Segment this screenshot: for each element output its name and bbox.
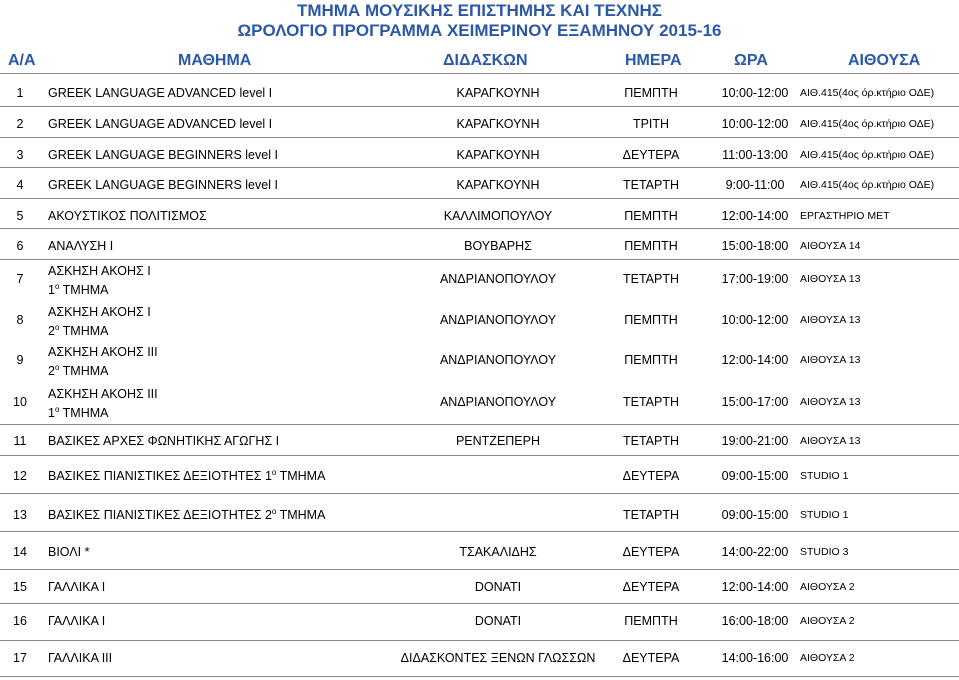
group-number: 1 [48, 406, 55, 420]
time-slot: 10:00-12:00 [721, 86, 789, 100]
page-title: ΤΜΗΜΑ ΜΟΥΣΙΚΗΣ ΕΠΙΣΤΗΜΗΣ ΚΑΙ ΤΕΧΝΗΣ [296, 1, 663, 20]
row-divider [0, 259, 959, 260]
row-number: 9 [16, 353, 24, 367]
row-divider [0, 424, 959, 425]
teacher-name: ΒΟΥΒΑΡΗΣ [464, 239, 532, 253]
column-header-room: ΑΙΘΟΥΣΑ [848, 52, 921, 69]
teacher-name: ΤΣΑΚΑΛΙΔΗΣ [459, 545, 537, 559]
table-divider [0, 73, 959, 74]
time-slot: 19:00-21:00 [721, 434, 789, 448]
course-title: ΑΣΚΗΣΗ ΑΚΟΗΣ ΙΙΙ [48, 387, 158, 401]
course-name: ΓΑΛΛΙΚΑ Ι [48, 580, 106, 594]
room: ΑΙΘΟΥΣΑ 13 [800, 273, 861, 285]
room: ΑΙΘ.415(4ος όρ.κτήριο ΟΔΕ) [800, 87, 935, 99]
row-number: 12 [13, 469, 27, 483]
day: ΠΕΜΠΤΗ [624, 239, 678, 253]
course-name: ΒΑΣΙΚΕΣ ΑΡΧΕΣ ΦΩΝΗΤΙΚΗΣ ΑΓΩΓΗΣ Ι [48, 434, 280, 448]
row-divider [0, 198, 959, 199]
room: ΑΙΘΟΥΣΑ 13 [800, 314, 861, 326]
row-number: 13 [13, 508, 27, 522]
room: ΑΙΘΟΥΣΑ 13 [800, 396, 861, 408]
row-divider [0, 106, 959, 107]
ordinal-suffix: ο [54, 281, 60, 291]
room: ΑΙΘΟΥΣΑ 14 [800, 240, 861, 252]
course-name [48, 508, 325, 522]
table-header [0, 48, 959, 74]
room: STUDIO 1 [800, 470, 849, 482]
time-slot: 12:00-14:00 [721, 580, 789, 594]
column-header-course: ΜΑΘΗΜΑ [178, 52, 252, 69]
row-divider [0, 569, 959, 570]
time-slot: 9:00-11:00 [725, 178, 785, 192]
course-title: ΑΣΚΗΣΗ ΑΚΟΗΣ Ι [48, 264, 151, 278]
time-slot: 09:00-15:00 [721, 469, 789, 483]
ordinal-suffix: ο [54, 322, 60, 332]
room: ΑΙΘΟΥΣΑ 2 [800, 652, 855, 664]
row-divider [0, 531, 959, 532]
row-number: 5 [16, 209, 24, 223]
page-subtitle: ΩΡΟΛΟΓΙΟ ΠΡΟΓΡΑΜΜΑ ΧΕΙΜΕΡΙΝΟΥ ΕΞΑΜΗΝΟΥ 2015-16 [237, 21, 722, 40]
row-number: 11 [13, 434, 27, 448]
teacher-name: ΡΕΝΤΖΕΠΕΡΗ [455, 434, 541, 448]
row-number: 8 [16, 313, 24, 327]
row-number: 16 [13, 614, 27, 628]
time-slot: 14:00-22:00 [721, 545, 789, 559]
row-number: 3 [16, 148, 24, 162]
teacher-name: ΚΑΡΑΓΚΟΥΝΗ [456, 178, 540, 192]
course-title: ΒΑΣΙΚΕΣ ΠΙΑΝΙΣΤΙΚΕΣ ΔΕΞΙΟΤΗΤΕΣ 1 [48, 469, 272, 483]
day: ΔΕΥΤΕΡΑ [622, 651, 680, 665]
teacher-name: ΑΝΔΡΙΑΝΟΠΟΥΛΟΥ [439, 313, 557, 327]
room: STUDIO 1 [800, 509, 849, 521]
day: ΤΕΤΑΡΤΗ [622, 272, 680, 286]
day: ΤΡΙΤΗ [632, 117, 670, 131]
course-name: ΑΝΑΛΥΣΗ Ι [48, 239, 114, 253]
teacher-name: ΚΑΡΑΓΚΟΥΝΗ [456, 148, 540, 162]
room: ΑΙΘΟΥΣΑ 13 [800, 435, 861, 447]
day: ΠΕΜΠΤΗ [624, 614, 678, 628]
teacher-name: ΑΝΔΡΙΑΝΟΠΟΥΛΟΥ [439, 395, 557, 409]
day: ΔΕΥΤΕΡΑ [622, 545, 680, 559]
row-divider [0, 167, 959, 168]
course-name [48, 343, 158, 381]
room: ΑΙΘΟΥΣΑ 13 [800, 354, 861, 366]
column-header-day: ΗΜΕΡΑ [625, 52, 682, 69]
course-title: ΒΑΣΙΚΕΣ ΠΙΑΝΙΣΤΙΚΕΣ ΔΕΞΙΟΤΗΤΕΣ 2 [48, 508, 272, 522]
course-name: GREEK LANGUAGE ADVANCED level I [48, 117, 273, 131]
teacher-name: ΚΑΛΛΙΜΟΠΟΥΛΟΥ [443, 209, 553, 223]
teacher-name: ΑΝΔΡΙΑΝΟΠΟΥΛΟΥ [439, 353, 557, 367]
ordinal-suffix: ο [271, 506, 277, 516]
course-name: ΓΑΛΛΙΚΑ ΙΙΙ [48, 651, 113, 665]
time-slot: 14:00-16:00 [721, 651, 789, 665]
row-number: 7 [16, 272, 24, 286]
day: ΔΕΥΤΕΡΑ [622, 580, 680, 594]
time-slot: 09:00-15:00 [721, 508, 789, 522]
group-label: ΤΜΗΜΑ [62, 406, 109, 420]
time-slot: 11:00-13:00 [722, 148, 788, 162]
room: STUDIO 3 [800, 546, 849, 558]
teacher-name: DONATI [474, 614, 522, 628]
row-number: 10 [13, 395, 27, 409]
row-divider [0, 455, 959, 456]
group-label: ΤΜΗΜΑ [62, 283, 109, 297]
course-group [48, 281, 151, 300]
teacher-name: ΔΙΔΑΣΚΟΝΤΕΣ ΞΕΝΩΝ ΓΛΩΣΣΩΝ [400, 651, 596, 665]
teacher-name: ΑΝΔΡΙΑΝΟΠΟΥΛΟΥ [439, 272, 557, 286]
day: ΠΕΜΠΤΗ [624, 209, 678, 223]
group-number: 2 [48, 324, 55, 338]
course-name: GREEK LANGUAGE ADVANCED level I [48, 86, 273, 100]
room: ΑΙΘ.415(4ος όρ.κτήριο ΟΔΕ) [800, 179, 935, 191]
teacher-name: ΚΑΡΑΓΚΟΥΝΗ [456, 117, 540, 131]
group-label: ΤΜΗΜΑ [62, 324, 109, 338]
row-number: 6 [16, 239, 24, 253]
course-name: ΑΚΟΥΣΤΙΚΟΣ ΠΟΛΙΤΙΣΜΟΣ [48, 209, 207, 223]
row-number: 15 [13, 580, 27, 594]
course-group: ΤΜΗΜΑ [276, 469, 326, 483]
column-header-time: ΩΡΑ [734, 52, 768, 69]
course-group [48, 404, 158, 423]
time-slot: 10:00-12:00 [721, 313, 789, 327]
ordinal-suffix: ο [271, 467, 277, 477]
course-name: GREEK LANGUAGE BEGINNERS level I [48, 148, 278, 162]
group-label: ΤΜΗΜΑ [62, 364, 109, 378]
row-divider [0, 603, 959, 604]
course-name [48, 303, 151, 341]
course-name: ΓΑΛΛΙΚΑ Ι [48, 614, 106, 628]
room: ΑΙΘ.415(4ος όρ.κτήριο ΟΔΕ) [800, 118, 935, 130]
group-number: 2 [48, 364, 55, 378]
row-divider [0, 493, 959, 494]
ordinal-suffix: ο [54, 362, 60, 372]
day: ΠΕΜΠΤΗ [624, 313, 678, 327]
day: ΤΕΤΑΡΤΗ [622, 395, 680, 409]
course-group [48, 322, 151, 341]
time-slot: 15:00-17:00 [721, 395, 789, 409]
teacher-name: ΚΑΡΑΓΚΟΥΝΗ [456, 86, 540, 100]
room: ΑΙΘ.415(4ος όρ.κτήριο ΟΔΕ) [800, 149, 935, 161]
course-name [48, 469, 325, 483]
time-slot: 10:00-12:00 [721, 117, 789, 131]
time-slot: 12:00-14:00 [721, 209, 789, 223]
row-number: 1 [16, 86, 24, 100]
column-header-teacher: ΔΙΔΑΣΚΩΝ [443, 52, 528, 69]
row-number: 14 [13, 545, 27, 559]
day: ΠΕΜΠΤΗ [624, 353, 678, 367]
course-name [48, 262, 151, 300]
row-divider [0, 676, 959, 677]
course-group [48, 362, 158, 381]
row-number: 4 [16, 178, 24, 192]
room: ΑΙΘΟΥΣΑ 2 [800, 581, 855, 593]
course-name: GREEK LANGUAGE BEGINNERS level I [48, 178, 278, 192]
day: ΤΕΤΑΡΤΗ [622, 508, 680, 522]
course-group: ΤΜΗΜΑ [276, 508, 326, 522]
course-title: ΑΣΚΗΣΗ ΑΚΟΗΣ ΙΙΙ [48, 345, 158, 359]
row-number: 2 [16, 117, 24, 131]
day: ΤΕΤΑΡΤΗ [622, 434, 680, 448]
teacher-name: DONATI [474, 580, 522, 594]
ordinal-suffix: ο [54, 404, 60, 414]
day: ΔΕΥΤΕΡΑ [622, 469, 680, 483]
day: ΔΕΥΤΕΡΑ [622, 148, 680, 162]
column-header-num: Α/Α [8, 52, 36, 69]
course-name: ΒΙΟΛΙ * [48, 545, 90, 559]
room: ΑΙΘΟΥΣΑ 2 [800, 615, 855, 627]
row-divider [0, 137, 959, 138]
day: ΤΕΤΑΡΤΗ [622, 178, 680, 192]
row-divider [0, 228, 959, 229]
row-divider [0, 640, 959, 641]
course-title: ΑΣΚΗΣΗ ΑΚΟΗΣ Ι [48, 305, 151, 319]
time-slot: 16:00-18:00 [721, 614, 789, 628]
course-name [48, 385, 158, 423]
room: ΕΡΓΑΣΤΗΡΙΟ ΜΕΤ [800, 210, 890, 222]
day: ΠΕΜΠΤΗ [624, 86, 678, 100]
time-slot: 17:00-19:00 [721, 272, 789, 286]
row-number: 17 [13, 651, 27, 665]
time-slot: 12:00-14:00 [721, 353, 789, 367]
time-slot: 15:00-18:00 [721, 239, 789, 253]
group-number: 1 [48, 283, 55, 297]
